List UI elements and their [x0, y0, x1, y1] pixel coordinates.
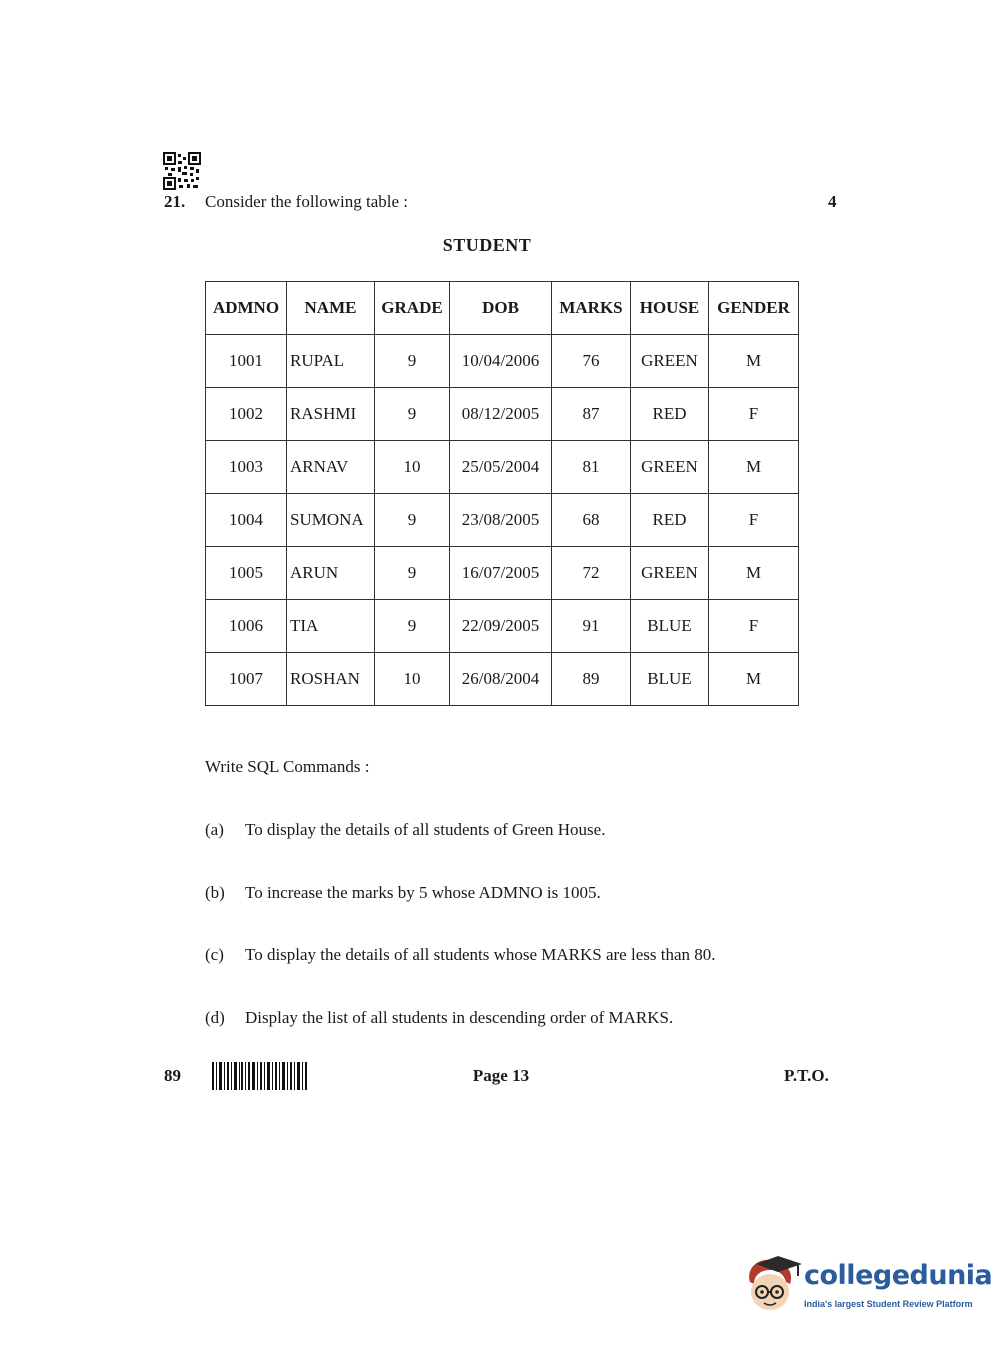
cell-gender: M	[709, 335, 799, 388]
cell-dob: 22/09/2005	[450, 600, 552, 653]
footer-paper-code: 89	[164, 1066, 181, 1085]
part-text: To increase the marks by 5 whose ADMNO is 1005.	[245, 883, 601, 902]
page-number: Page 13	[472, 1066, 530, 1085]
question-part-d	[205, 1008, 673, 1028]
table-row	[206, 335, 799, 388]
table-row	[206, 547, 799, 600]
table-row	[206, 388, 799, 441]
cell-grade: 9	[375, 388, 450, 441]
cell-grade: 9	[375, 600, 450, 653]
collegedunia-tagline: India's largest Student Review Platform	[804, 1299, 973, 1309]
cell-name: ARNAV	[287, 441, 375, 494]
table-row	[206, 600, 799, 653]
cell-gender: F	[709, 388, 799, 441]
header-marks: MARKS	[552, 282, 631, 335]
cell-gender: M	[709, 547, 799, 600]
header-dob: DOB	[450, 282, 552, 335]
cell-grade: 10	[375, 653, 450, 706]
cell-gender: M	[709, 441, 799, 494]
cell-dob: 25/05/2004	[450, 441, 552, 494]
part-text: Display the list of all students in descending order of MARKS.	[245, 1008, 674, 1027]
cell-marks: 81	[552, 441, 631, 494]
cell-dob: 23/08/2005	[450, 494, 552, 547]
part-text: To display the details of all students of Green House.	[245, 820, 606, 839]
table-row	[206, 653, 799, 706]
cell-admno: 1005	[206, 547, 287, 600]
cell-dob: 08/12/2005	[450, 388, 552, 441]
cell-marks: 87	[552, 388, 631, 441]
question-part-c	[205, 945, 716, 965]
cell-name: SUMONA	[287, 494, 375, 547]
cell-marks: 76	[552, 335, 631, 388]
table-row	[206, 494, 799, 547]
cell-name: RUPAL	[287, 335, 375, 388]
cell-dob: 10/04/2006	[450, 335, 552, 388]
cell-name: TIA	[287, 600, 375, 653]
cell-admno: 1007	[206, 653, 287, 706]
header-name: NAME	[287, 282, 375, 335]
table-title: STUDENT	[442, 235, 532, 255]
header-house: HOUSE	[631, 282, 709, 335]
part-label: (c)	[205, 945, 224, 964]
collegedunia-name: collegedunia	[804, 1260, 993, 1291]
cell-admno: 1002	[206, 388, 287, 441]
cell-admno: 1003	[206, 441, 287, 494]
header-admno: ADMNO	[206, 282, 287, 335]
student-table	[205, 281, 799, 706]
question-marks: 4	[828, 192, 837, 211]
cell-house: RED	[631, 494, 709, 547]
question-part-b	[205, 883, 601, 903]
cell-house: GREEN	[631, 335, 709, 388]
table-row	[206, 441, 799, 494]
part-label: (b)	[205, 883, 225, 902]
cell-house: GREEN	[631, 441, 709, 494]
cell-gender: F	[709, 600, 799, 653]
cell-name: ARUN	[287, 547, 375, 600]
collegedunia-logo-icon	[742, 1252, 802, 1316]
cell-house: GREEN	[631, 547, 709, 600]
cell-house: BLUE	[631, 653, 709, 706]
cell-admno: 1004	[206, 494, 287, 547]
pto-label: P.T.O.	[784, 1066, 829, 1085]
cell-house: BLUE	[631, 600, 709, 653]
cell-name: ROSHAN	[287, 653, 375, 706]
cell-marks: 91	[552, 600, 631, 653]
question-number: 21.	[164, 192, 186, 211]
cell-dob: 16/07/2005	[450, 547, 552, 600]
cell-grade: 9	[375, 547, 450, 600]
cell-name: RASHMI	[287, 388, 375, 441]
question-text: Consider the following table :	[205, 192, 409, 211]
cell-dob: 26/08/2004	[450, 653, 552, 706]
cell-marks: 68	[552, 494, 631, 547]
header-gender: GENDER	[709, 282, 799, 335]
collegedunia-watermark	[742, 1252, 993, 1318]
cell-gender: F	[709, 494, 799, 547]
part-label: (a)	[205, 820, 224, 839]
cell-admno: 1001	[206, 335, 287, 388]
qr-code-icon	[163, 152, 201, 190]
cell-marks: 72	[552, 547, 631, 600]
cell-grade: 9	[375, 494, 450, 547]
header-grade: GRADE	[375, 282, 450, 335]
question-part-a	[205, 820, 605, 840]
cell-house: RED	[631, 388, 709, 441]
instruction-text: Write SQL Commands :	[205, 757, 370, 776]
table-header-row	[206, 282, 799, 335]
cell-gender: M	[709, 653, 799, 706]
cell-grade: 9	[375, 335, 450, 388]
part-label: (d)	[205, 1008, 225, 1027]
cell-admno: 1006	[206, 600, 287, 653]
cell-grade: 10	[375, 441, 450, 494]
cell-marks: 89	[552, 653, 631, 706]
part-text: To display the details of all students whose MARKS are less than 80.	[245, 945, 716, 964]
